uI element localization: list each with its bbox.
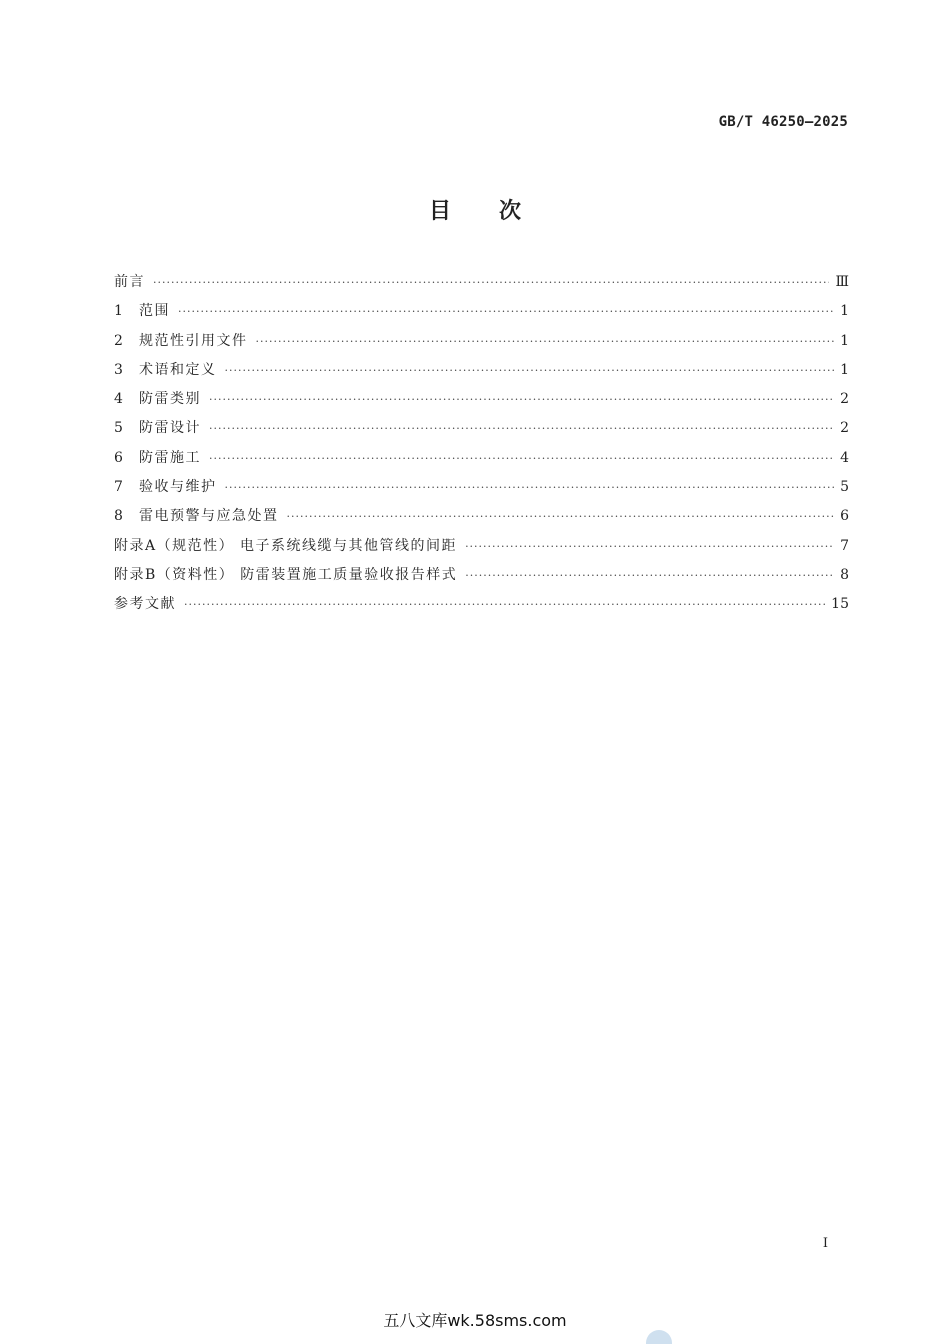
toc-entry-label: 规范性引用文件	[139, 332, 248, 349]
toc-entry-number: 3	[114, 361, 123, 378]
toc-entry-number: 4	[114, 391, 123, 408]
toc-leader-dots	[184, 590, 825, 619]
toc-leader-dots	[178, 297, 834, 326]
toc-entry-page: 7	[840, 537, 849, 554]
toc-entry-4[interactable]	[114, 385, 849, 414]
toc-entry-1[interactable]	[114, 297, 849, 326]
watermark-logo-icon	[646, 1330, 672, 1344]
page-number: I	[822, 1236, 828, 1251]
toc-entry-page: 5	[840, 479, 849, 496]
toc-entry-page: 8	[840, 566, 849, 583]
toc-entry-3[interactable]	[114, 356, 849, 385]
standard-code: GB/T 46250—2025	[718, 114, 848, 130]
toc-entry-label: 术语和定义	[139, 361, 217, 378]
toc-entry-page: 6	[840, 508, 849, 525]
toc-leader-dots	[225, 356, 835, 385]
toc-entry-7[interactable]	[114, 473, 849, 502]
toc-entry-page: 4	[840, 449, 849, 466]
toc-entry-page: 2	[840, 391, 849, 408]
toc-entry-label: 防雷设计	[139, 420, 201, 437]
toc-leader-dots	[256, 327, 835, 356]
toc-entry-number: 1	[114, 303, 123, 320]
toc-leader-dots	[209, 385, 834, 414]
toc-leader-dots	[209, 444, 834, 473]
toc-entry-number: 2	[114, 332, 123, 349]
toc-entry-2[interactable]	[114, 327, 849, 356]
toc-entry-page: 1	[840, 332, 849, 349]
toc-entry-page: Ⅲ	[835, 274, 849, 290]
toc-leader-dots	[209, 414, 834, 443]
toc-leader-dots	[465, 561, 834, 590]
table-of-contents	[114, 268, 849, 620]
toc-entry-appendix-b[interactable]	[114, 561, 849, 590]
toc-entry-label: 防雷类别	[139, 391, 201, 408]
toc-entry-appendix-a[interactable]	[114, 532, 849, 561]
toc-leader-dots	[465, 532, 834, 561]
toc-entry-label: 验收与维护	[139, 479, 217, 496]
toc-entry-number: 5	[114, 420, 123, 437]
toc-entry-label: 参考文献	[114, 596, 176, 613]
toc-entry-references[interactable]	[114, 590, 849, 619]
toc-entry-page: 15	[831, 596, 849, 613]
toc-entry-label: 前言	[114, 274, 145, 290]
toc-entry-foreword[interactable]	[114, 268, 849, 297]
toc-entry-number: 6	[114, 449, 123, 466]
toc-entry-page: 2	[840, 420, 849, 437]
toc-entry-number: 7	[114, 479, 123, 496]
toc-leader-dots	[153, 268, 829, 297]
toc-entry-label: 雷电预警与应急处置	[139, 508, 279, 525]
toc-leader-dots	[225, 473, 835, 502]
toc-entry-label: 附录B（资料性） 防雷装置施工质量验收报告样式	[114, 566, 458, 583]
toc-entry-6[interactable]	[114, 444, 849, 473]
toc-entry-5[interactable]	[114, 414, 849, 443]
watermark-text: 五八文库wk.58sms.com	[383, 1311, 567, 1330]
toc-leader-dots	[287, 502, 835, 531]
toc-entry-label: 防雷施工	[139, 449, 201, 466]
toc-entry-page: 1	[840, 303, 849, 320]
toc-entry-label: 附录A（规范性） 电子系统线缆与其他管线的间距	[114, 537, 458, 554]
toc-entry-8[interactable]	[114, 502, 849, 531]
toc-entry-page: 1	[840, 361, 849, 378]
page-title: 目次	[428, 198, 569, 224]
toc-entry-number: 8	[114, 508, 123, 525]
toc-entry-label: 范围	[139, 303, 170, 320]
